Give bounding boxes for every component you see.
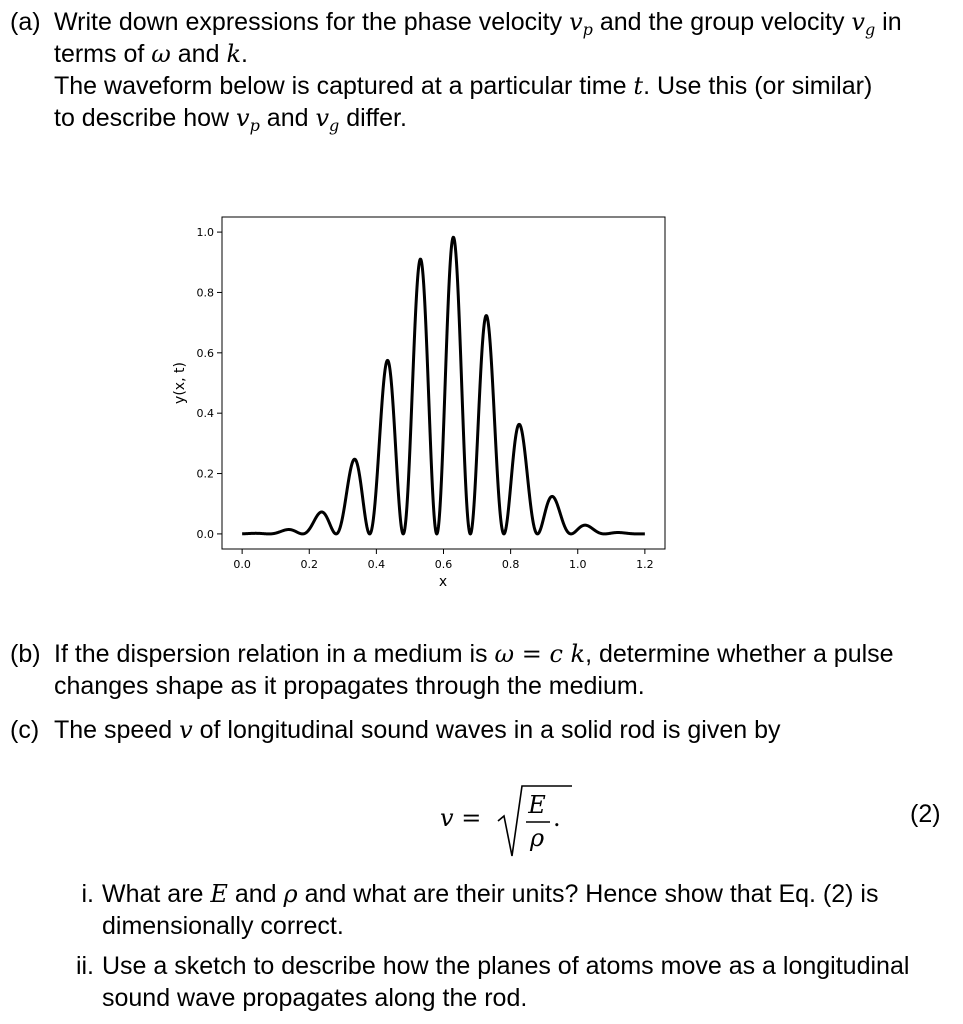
y-tick-label: 0.2 — [196, 467, 214, 481]
math-vg: v — [315, 104, 330, 132]
y-tick-label: 0.8 — [196, 286, 214, 300]
question-c-ii-text — [102, 950, 950, 1014]
question-c-i-text — [102, 878, 950, 942]
question-a-line-1 — [54, 6, 950, 38]
x-tick-label: 0.2 — [300, 558, 319, 571]
text-run: What are — [102, 880, 211, 908]
question-a-line-4 — [54, 102, 950, 134]
math-sub-p: p — [582, 20, 593, 39]
equation-numerator: E — [528, 791, 546, 819]
text-run: to describe how — [54, 104, 237, 132]
x-tick-label: 1.0 — [568, 558, 587, 571]
question-a-text — [54, 6, 950, 134]
question-c-text — [54, 714, 950, 746]
question-c-i — [70, 878, 950, 942]
question-c-i-label: i. — [81, 880, 94, 908]
text-run: of longitudinal sound waves in a solid rod is given by — [192, 716, 781, 744]
text-run: and — [227, 880, 284, 908]
text-run: Write down expressions for the phase velocity — [54, 8, 570, 36]
math-vp: v — [236, 104, 250, 132]
x-tick-label: 0.6 — [434, 558, 453, 571]
text-run: terms of — [54, 40, 152, 68]
x-tick-label: 0.8 — [501, 558, 520, 571]
math-sub-g: g — [864, 20, 876, 39]
question-b-line-2: changes shape as it propagates through the medium. — [54, 672, 645, 700]
text-run: and what are their units? Hence show that Eq. (2) is — [297, 880, 879, 908]
question-b — [10, 638, 950, 702]
question-c-label: (c) — [10, 716, 40, 744]
question-a-line-2 — [54, 38, 950, 70]
y-tick-label: 0.4 — [196, 407, 214, 421]
x-axis-label: x — [438, 574, 448, 590]
text-run: differ. — [339, 104, 407, 132]
y-tick-label: 0.0 — [196, 527, 214, 541]
x-tick-label: 0.4 — [367, 558, 386, 571]
question-c-i-line-1 — [102, 878, 950, 910]
y-tick-label: 1.0 — [196, 226, 214, 240]
math-k: k — [226, 40, 241, 68]
equation-lhs: v = — [440, 804, 482, 832]
question-c-ii — [70, 950, 950, 1014]
question-a — [10, 6, 950, 134]
text-run: and — [170, 40, 227, 68]
plot-frame — [222, 217, 665, 549]
y-axis-ticks — [197, 226, 223, 541]
question-c-i-line-2: dimensionally correct. — [102, 912, 344, 940]
question-a-line-3 — [54, 70, 950, 102]
equation-dot: . — [553, 804, 561, 832]
math-E: E — [210, 880, 228, 908]
math-v: v — [179, 716, 193, 744]
text-run: The waveform below is captured at a particular time — [54, 72, 634, 100]
text-run: . Use this (or similar) — [643, 72, 873, 100]
x-tick-label: 0.0 — [233, 558, 251, 571]
question-c-ii-line-1: Use a sketch to describe how the planes of atoms move as a longitudinal — [102, 952, 910, 980]
x-tick-label: 1.2 — [636, 558, 654, 571]
question-c-ii-line-2: sound wave propagates along the rod. — [102, 984, 528, 1012]
math-omega: ω — [151, 40, 171, 68]
equation-2 — [440, 780, 600, 860]
y-axis-label: y(x, t) — [172, 362, 188, 404]
waveform-line — [242, 237, 645, 534]
text-run: , determine whether a pulse — [585, 640, 894, 668]
question-b-line-1 — [54, 638, 950, 670]
y-tick-label: 0.6 — [196, 346, 214, 360]
text-run: If the dispersion relation in a medium is — [54, 640, 495, 668]
text-run: and — [259, 104, 316, 132]
waveform-chart — [160, 205, 680, 590]
math-dispersion-relation: ω = c k — [494, 640, 586, 668]
text-run: The speed — [54, 716, 180, 744]
question-b-label: (b) — [10, 640, 41, 668]
math-vp: v — [569, 8, 583, 36]
math-vg: v — [851, 8, 865, 36]
equation-denominator: ρ — [529, 824, 545, 852]
question-b-text — [54, 638, 950, 702]
question-c — [10, 714, 950, 746]
x-axis-ticks — [233, 549, 653, 571]
text-run: in — [875, 8, 902, 36]
question-c-ii-label: ii. — [75, 952, 94, 980]
question-a-label: (a) — [10, 8, 41, 36]
math-sub-p: p — [249, 116, 260, 135]
math-rho: ρ — [283, 880, 298, 908]
math-t: t — [633, 72, 644, 100]
equation-number: (2) — [910, 800, 941, 828]
text-run: and the group velocity — [592, 8, 852, 36]
text-run: . — [240, 40, 248, 68]
math-sub-g: g — [329, 116, 340, 135]
